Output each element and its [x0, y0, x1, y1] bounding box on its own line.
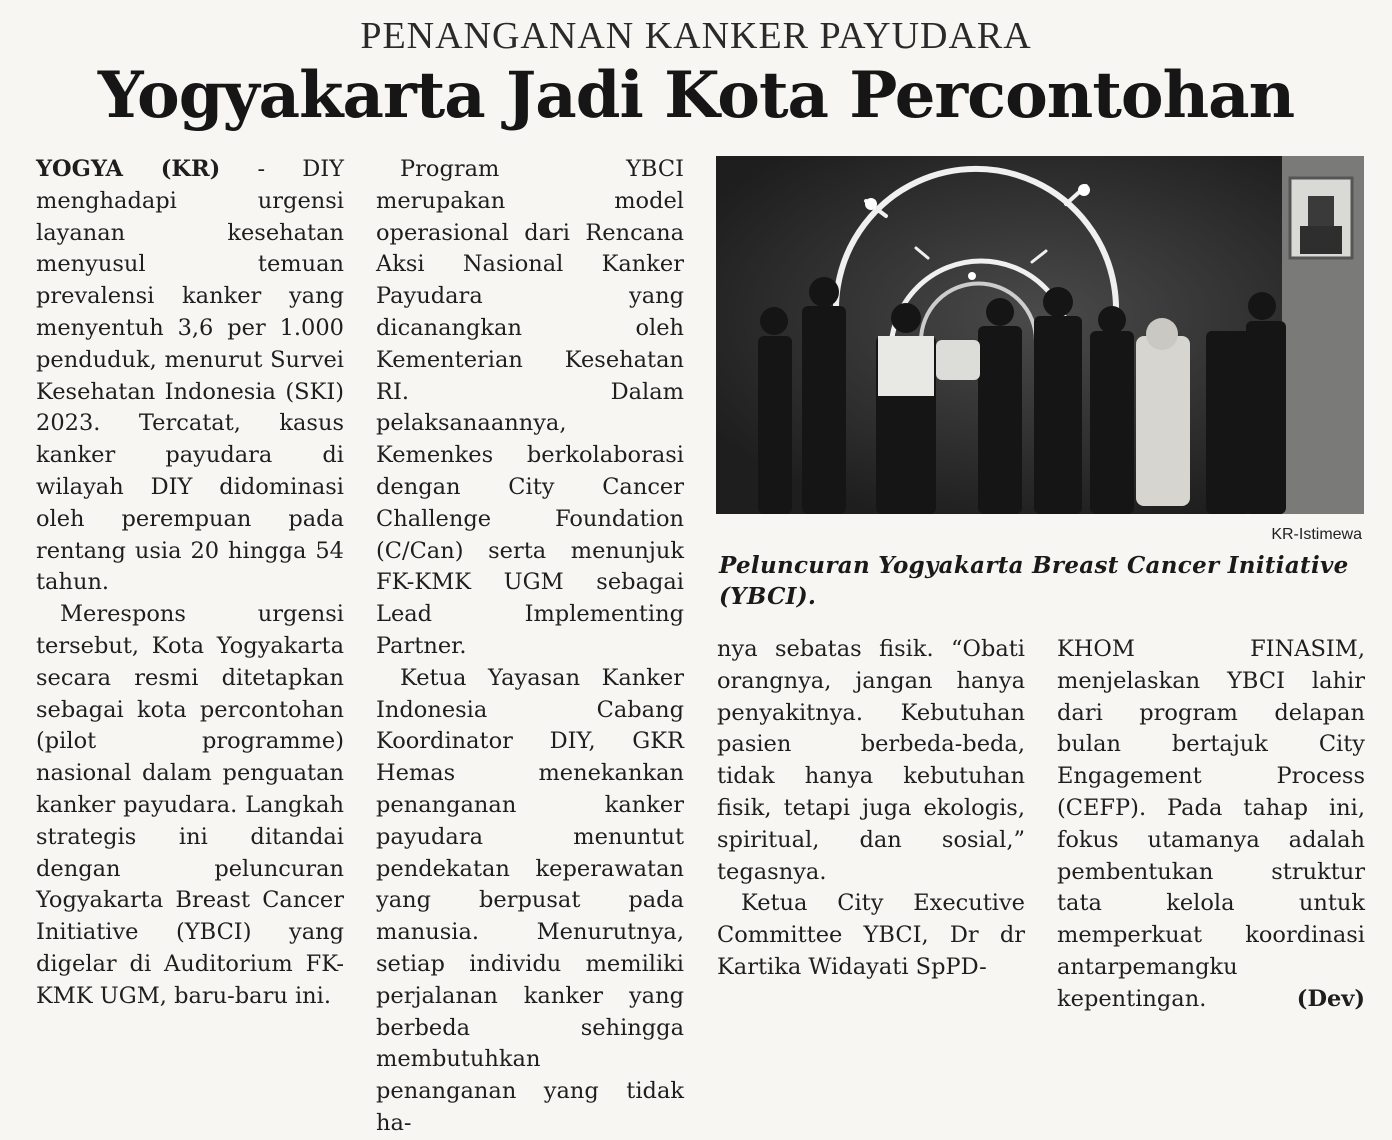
article-paragraph: Program YBCI merupakan model operasional dari Rencana Aksi Nasional Kanker Payudara yang dicanangkan oleh Kementerian Kesehatan RI. Dalam pelaksanaannya, Kemenkes berkolaborasi dengan City Cancer Challenge Foundation (C/Can) serta menunjuk FK-KMK UGM sebagai Lead Implementing Partner. [376, 156, 684, 659]
article-paragraph: Merespons urgensi tersebut, Kota Yogyakarta secara resmi ditetapkan sebagai kota percontohan (pilot programme) nasional dalam penguatan kanker payudara. Langkah strategis ini ditandai dengan peluncuran Yogyakarta Breast Cancer Initiative (YBCI) yang digelar di Auditorium FK-KMK UGM, baru-baru ini. [36, 601, 344, 1009]
article-column-4 [1057, 634, 1365, 1016]
launch-ceremony-photo [716, 156, 1364, 514]
article-paragraph: nya sebatas fisik. “Obati orangnya, jangan hanya penyakitnya. Kebutuhan pasien berbeda-beda, tidak hanya kebutuhan fisik, tetapi juga ekologis, spiritual, dan sosial,” tegasnya. [717, 636, 1025, 885]
article-paragraph: Ketua City Executive Committee YBCI, Dr dr Kartika Widayati SpPD- [717, 890, 1025, 980]
article-paragraph [36, 154, 344, 599]
article-dateline: YOGYA (KR) [36, 156, 221, 182]
article-column-2 [376, 154, 684, 1140]
author-signoff: (Dev) [1296, 985, 1365, 1012]
article-paragraph-text: - DIY menghadapi urgensi layanan kesehatan menyusul temuan prevalensi kanker yang menyentuh 3,6 per 1.000 penduduk, menurut Survei Kesehatan Indonesia (SKI) 2023. Tercatat, kasus kanker payudara di wilayah DIY didominasi oleh perempuan pada rentang usia 20 hingga 54 tahun. [36, 156, 344, 596]
photo-credit: KR-Istimewa [1271, 526, 1362, 543]
article-paragraph-text: KHOM FINASIM, menjelaskan YBCI lahir dari program delapan bulan bertajuk City Engagement Process (CEFP). Pada tahap ini, fokus utamanya adalah pembentukan struktur tata kelola untuk memperkuat koordinasi antarpemangku kepentingan. [1057, 636, 1365, 1012]
article-column-3 [717, 634, 1025, 984]
photo-caption: Peluncuran Yogyakarta Breast Cancer Initiative (YBCI). [719, 552, 1349, 610]
article-paragraph [1057, 634, 1365, 1016]
article-headline: Yogyakarta Jadi Kota Percontohan [97, 58, 1295, 133]
article-kicker: PENANGANAN KANKER PAYUDARA [360, 15, 1032, 57]
article-column-1 [36, 154, 344, 1013]
article-paragraph: Ketua Yayasan Kanker Indonesia Cabang Koordinator DIY, GKR Hemas menekankan penanganan kanker payudara menuntut pendekatan keperawatan yang berpusat pada manusia. Menurutnya, setiap individu memiliki perjalanan kanker yang berbeda sehingga membutuhkan penanganan yang tidak ha- [376, 664, 684, 1136]
news-photo [716, 156, 1364, 514]
